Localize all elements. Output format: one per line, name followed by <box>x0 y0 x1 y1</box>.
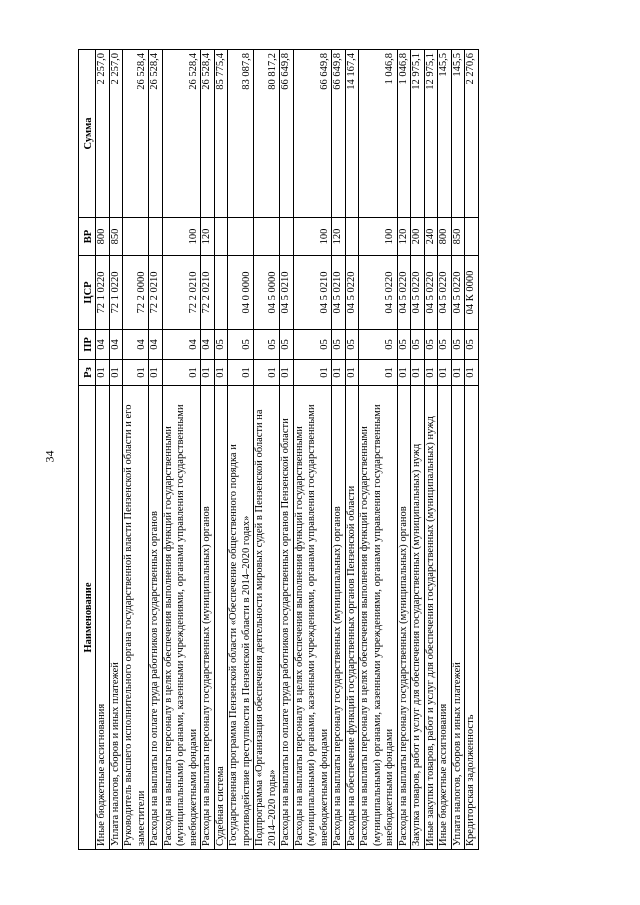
table-row <box>293 50 332 850</box>
row-csr-cell: 04 5 0210 <box>293 256 332 330</box>
row-vr-cell: 100 <box>293 218 332 256</box>
row-pr-cell: 05 <box>438 330 452 360</box>
row-csr-cell: 72 1 0220 <box>109 256 123 330</box>
row-rz-cell: 01 <box>162 360 201 386</box>
row-name-cell: Подпрограмма «Организация обеспечения деятельности мировых судей в Пензенской области на 2014–2020 годы» <box>254 386 280 850</box>
row-csr-cell: 04 0 0000 <box>228 256 254 330</box>
row-csr-cell: 04 5 0000 <box>254 256 280 330</box>
row-csr-cell: 04 5 0220 <box>397 256 411 330</box>
row-rz-cell: 01 <box>214 360 228 386</box>
table-row <box>149 50 163 850</box>
table-row <box>254 50 280 850</box>
row-rz-cell: 01 <box>280 360 294 386</box>
header-csr: ЦСР <box>79 256 96 330</box>
table-header-row <box>79 50 96 850</box>
row-sum-cell: 145,5 <box>438 50 452 218</box>
row-name-cell: Руководитель высшего исполнительного органа государственной власти Пензенской области и его заместители <box>123 386 149 850</box>
row-sum-cell: 26 528,4 <box>162 50 201 218</box>
row-rz-cell: 01 <box>359 360 398 386</box>
row-csr-cell: 72 1 0220 <box>96 256 110 330</box>
row-sum-cell: 14 167,4 <box>345 50 359 218</box>
row-vr-cell <box>214 218 228 256</box>
row-name-cell: Расходы на выплаты персоналу в целях обеспечения выполнения функций государственными (муниципальными) органами, казенными учреждениями, органами управления государственными внебюджетными фондами <box>293 386 332 850</box>
row-rz-cell: 01 <box>228 360 254 386</box>
row-csr-cell: 04 5 0220 <box>438 256 452 330</box>
table-row <box>214 50 228 850</box>
row-vr-cell: 100 <box>359 218 398 256</box>
row-name-cell: Уплата налогов, сборов и иных платежей <box>451 386 465 850</box>
row-csr-cell: 04 5 0220 <box>451 256 465 330</box>
row-vr-cell: 850 <box>109 218 123 256</box>
table-row <box>332 50 346 850</box>
row-name-cell: Иные бюджетные ассигнования <box>438 386 452 850</box>
row-sum-cell: 2 270,6 <box>465 50 479 218</box>
row-pr-cell: 05 <box>228 330 254 360</box>
row-name-cell: Расходы на обеспечение функций государственных органов Пензенской области <box>345 386 359 850</box>
table-row <box>465 50 479 850</box>
row-sum-cell: 66 649,8 <box>280 50 294 218</box>
row-csr-cell: 04 5 0220 <box>345 256 359 330</box>
rotated-page <box>78 50 558 850</box>
row-rz-cell: 01 <box>123 360 149 386</box>
row-name-cell: Государственная программа Пензенской области «Обеспечение общественного порядка и противодействие преступности в Пензенской области в 2014–2020 годах» <box>228 386 254 850</box>
row-csr-cell: 04 5 0220 <box>359 256 398 330</box>
row-sum-cell: 145,5 <box>451 50 465 218</box>
row-vr-cell: 850 <box>451 218 465 256</box>
row-rz-cell: 01 <box>293 360 332 386</box>
row-pr-cell: 05 <box>214 330 228 360</box>
row-vr-cell: 800 <box>438 218 452 256</box>
row-vr-cell <box>254 218 280 256</box>
row-csr-cell: 04 5 0220 <box>411 256 425 330</box>
row-name-cell: Расходы на выплаты персоналу в целях обеспечения выполнения функций государственными (муниципальными) органами, казенными учреждениями, органами управления государственными внебюджетными фондами <box>162 386 201 850</box>
header-name: Наименование <box>79 386 96 850</box>
table-row <box>397 50 411 850</box>
row-csr-cell: 04 К 0000 <box>465 256 479 330</box>
row-pr-cell: 04 <box>162 330 201 360</box>
row-sum-cell: 2 257,0 <box>109 50 123 218</box>
row-csr-cell: 72 2 0210 <box>162 256 201 330</box>
row-vr-cell <box>280 218 294 256</box>
row-vr-cell: 120 <box>332 218 346 256</box>
row-vr-cell <box>149 218 163 256</box>
table-row <box>280 50 294 850</box>
row-vr-cell: 200 <box>411 218 425 256</box>
table-row <box>96 50 110 850</box>
row-rz-cell: 01 <box>411 360 425 386</box>
row-rz-cell: 01 <box>332 360 346 386</box>
row-vr-cell: 800 <box>96 218 110 256</box>
table-row <box>123 50 149 850</box>
row-name-cell: Уплата налогов, сборов и иных платежей <box>109 386 123 850</box>
table-row <box>345 50 359 850</box>
row-csr-cell <box>214 256 228 330</box>
row-csr-cell: 72 2 0000 <box>123 256 149 330</box>
row-vr-cell <box>345 218 359 256</box>
row-pr-cell: 05 <box>254 330 280 360</box>
row-vr-cell: 240 <box>424 218 438 256</box>
row-pr-cell: 04 <box>96 330 110 360</box>
row-vr-cell: 120 <box>201 218 215 256</box>
row-name-cell: Расходы на выплаты по оплате труда работников государственных органов <box>149 386 163 850</box>
header-rz: Рз <box>79 360 96 386</box>
row-name-cell: Расходы на выплаты персоналу государственных (муниципальных) органов <box>332 386 346 850</box>
table-row <box>109 50 123 850</box>
table-row <box>411 50 425 850</box>
row-sum-cell: 26 528,4 <box>149 50 163 218</box>
table-body <box>96 50 479 850</box>
page-number: 34 <box>42 450 57 463</box>
row-pr-cell: 05 <box>465 330 479 360</box>
row-rz-cell: 01 <box>438 360 452 386</box>
row-csr-cell: 04 5 0220 <box>424 256 438 330</box>
header-vr: ВР <box>79 218 96 256</box>
row-sum-cell: 12 975,1 <box>411 50 425 218</box>
row-csr-cell: 04 5 0210 <box>280 256 294 330</box>
row-vr-cell: 120 <box>397 218 411 256</box>
row-vr-cell <box>123 218 149 256</box>
row-name-cell: Расходы на выплаты персоналу в целях обеспечения выполнения функций государственными (муниципальными) органами, казенными учреждениями, органами управления государственными внебюджетными фондами <box>359 386 398 850</box>
row-sum-cell: 66 649,8 <box>293 50 332 218</box>
table-row <box>201 50 215 850</box>
table-row <box>359 50 398 850</box>
row-name-cell: Судебная система <box>214 386 228 850</box>
row-sum-cell: 1 046,8 <box>359 50 398 218</box>
header-pr: ПР <box>79 330 96 360</box>
row-csr-cell: 72 2 0210 <box>149 256 163 330</box>
table-row <box>424 50 438 850</box>
header-sum: Сумма <box>79 50 96 218</box>
row-sum-cell: 12 975,1 <box>424 50 438 218</box>
row-name-cell: Кредиторская задолженность <box>465 386 479 850</box>
row-sum-cell: 1 046,8 <box>397 50 411 218</box>
row-name-cell: Иные бюджетные ассигнования <box>96 386 110 850</box>
row-pr-cell: 05 <box>332 330 346 360</box>
row-name-cell: Иные закупки товаров, работ и услуг для обеспечения государственных (муниципальных) нужд <box>424 386 438 850</box>
row-rz-cell: 01 <box>345 360 359 386</box>
row-pr-cell: 05 <box>411 330 425 360</box>
table-row <box>162 50 201 850</box>
row-pr-cell: 05 <box>397 330 411 360</box>
row-sum-cell: 26 528,4 <box>201 50 215 218</box>
row-vr-cell <box>228 218 254 256</box>
row-sum-cell: 80 817,2 <box>254 50 280 218</box>
budget-table <box>78 49 479 850</box>
row-vr-cell: 100 <box>162 218 201 256</box>
row-rz-cell: 01 <box>149 360 163 386</box>
row-rz-cell: 01 <box>465 360 479 386</box>
row-pr-cell: 04 <box>201 330 215 360</box>
row-sum-cell: 26 528,4 <box>123 50 149 218</box>
row-csr-cell: 04 5 0210 <box>332 256 346 330</box>
row-pr-cell: 05 <box>280 330 294 360</box>
row-rz-cell: 01 <box>424 360 438 386</box>
table-row <box>451 50 465 850</box>
row-csr-cell: 72 2 0210 <box>201 256 215 330</box>
row-rz-cell: 01 <box>201 360 215 386</box>
row-rz-cell: 01 <box>254 360 280 386</box>
row-pr-cell: 04 <box>109 330 123 360</box>
row-pr-cell: 05 <box>359 330 398 360</box>
table-row <box>438 50 452 850</box>
row-sum-cell: 83 087,8 <box>228 50 254 218</box>
row-vr-cell <box>465 218 479 256</box>
row-name-cell: Расходы на выплаты персоналу государственных (муниципальных) органов <box>397 386 411 850</box>
row-pr-cell: 05 <box>345 330 359 360</box>
row-name-cell: Закупка товаров, работ и услуг для обеспечения государственных (муниципальных) нужд <box>411 386 425 850</box>
row-rz-cell: 01 <box>451 360 465 386</box>
row-pr-cell: 05 <box>424 330 438 360</box>
row-pr-cell: 04 <box>123 330 149 360</box>
row-rz-cell: 01 <box>96 360 110 386</box>
row-sum-cell: 2 257,0 <box>96 50 110 218</box>
row-pr-cell: 05 <box>451 330 465 360</box>
row-rz-cell: 01 <box>397 360 411 386</box>
row-sum-cell: 85 775,4 <box>214 50 228 218</box>
row-sum-cell: 66 649,8 <box>332 50 346 218</box>
row-pr-cell: 05 <box>293 330 332 360</box>
row-name-cell: Расходы на выплаты по оплате труда работников государственных органов Пензенской области <box>280 386 294 850</box>
row-rz-cell: 01 <box>109 360 123 386</box>
table-row <box>228 50 254 850</box>
row-pr-cell: 04 <box>149 330 163 360</box>
row-name-cell: Расходы на выплаты персоналу государственных (муниципальных) органов <box>201 386 215 850</box>
